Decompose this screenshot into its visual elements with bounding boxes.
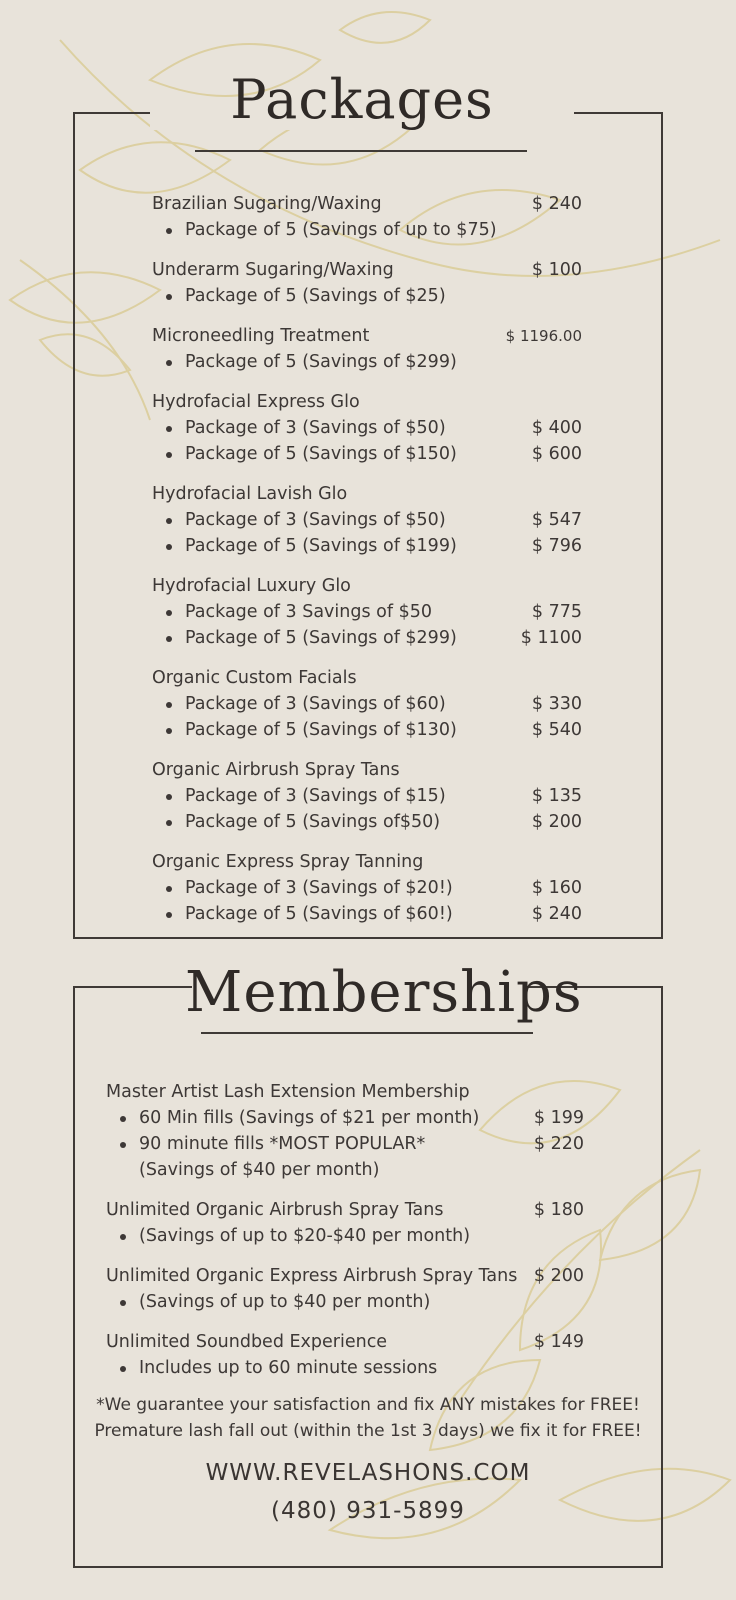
service-price: $ 240: [531, 194, 582, 214]
bullet-icon: [166, 544, 172, 550]
package-item-text: Package of 5 (Savings of up to $75): [185, 220, 497, 240]
service-name: [152, 665, 582, 691]
price-group: [152, 757, 582, 835]
bullet-icon: [166, 636, 172, 642]
package-item: [106, 1223, 584, 1249]
bullet-icon: [166, 228, 172, 234]
service-label: Brazilian Sugaring/Waxing: [152, 194, 382, 214]
service-label: Hydrofacial Lavish Glo: [152, 484, 348, 504]
package-item: [152, 625, 582, 651]
bullet-icon: [166, 702, 172, 708]
bullet-icon: [166, 820, 172, 826]
guarantee-note: *We guarantee your satisfaction and fix ANY mistakes for FREE!: [96, 1395, 640, 1415]
packages-title: Packages: [230, 68, 494, 131]
service-name: [152, 757, 582, 783]
service-name: [106, 1263, 584, 1289]
service-price: $ 149: [533, 1332, 584, 1352]
package-item-text: Package of 5 (Savings of $60!): [185, 904, 453, 924]
price-group: [106, 1079, 584, 1183]
service-label: Underarm Sugaring/Waxing: [152, 260, 394, 280]
price-group: [106, 1329, 584, 1381]
package-item-price: $ 400: [531, 418, 582, 438]
service-label: Microneedling Treatment: [152, 326, 370, 346]
bullet-icon: [166, 728, 172, 734]
website-link[interactable]: WWW.REVELASHONS.COM: [205, 1460, 531, 1486]
package-item-price: $ 330: [531, 694, 582, 714]
service-name: [152, 257, 582, 283]
service-price: $ 100: [531, 260, 582, 280]
lash-fallout-note: Premature lash fall out (within the 1st 3 days) we fix it for FREE!: [94, 1421, 642, 1441]
bullet-icon: [166, 426, 172, 432]
package-item: [152, 691, 582, 717]
package-item-price: $ 540: [531, 720, 582, 740]
service-name: [152, 573, 582, 599]
service-label: Master Artist Lash Extension Membership: [106, 1082, 470, 1102]
service-name: [152, 191, 582, 217]
packages-title-underline: [195, 150, 527, 152]
price-group: [152, 389, 582, 467]
service-price: $ 1196.00: [505, 327, 582, 345]
package-item: [152, 441, 582, 467]
package-item-text: Package of 5 (Savings of $25): [185, 286, 446, 306]
package-item: [106, 1157, 584, 1183]
bullet-icon: [166, 518, 172, 524]
package-item-text: Package of 5 (Savings of $199): [185, 536, 457, 556]
package-item-price: $ 135: [531, 786, 582, 806]
package-item-price: $ 600: [531, 444, 582, 464]
package-item-text: (Savings of $40 per month): [139, 1160, 380, 1180]
bullet-icon: [120, 1234, 126, 1240]
bullet-icon: [120, 1142, 126, 1148]
price-group: [152, 665, 582, 743]
service-label: Unlimited Organic Airbrush Spray Tans: [106, 1200, 444, 1220]
service-name: [152, 323, 582, 349]
service-name: [106, 1197, 584, 1223]
service-label: Unlimited Soundbed Experience: [106, 1332, 388, 1352]
service-label: Organic Custom Facials: [152, 668, 357, 688]
package-item-text: Package of 5 (Savings of $299): [185, 352, 457, 372]
service-name: [152, 849, 582, 875]
bullet-icon: [166, 794, 172, 800]
package-item: [152, 415, 582, 441]
price-group: [152, 573, 582, 651]
package-item-text: Package of 3 (Savings of $20!): [185, 878, 453, 898]
package-item-text: Package of 3 (Savings of $50): [185, 510, 446, 530]
service-price: $ 180: [533, 1200, 584, 1220]
memberships-title: Memberships: [185, 960, 583, 1025]
package-item: [152, 533, 582, 559]
package-item-text: Package of 3 (Savings of $60): [185, 694, 446, 714]
service-label: Organic Airbrush Spray Tans: [152, 760, 400, 780]
package-item: [152, 809, 582, 835]
price-group: [152, 323, 582, 375]
service-name: [152, 481, 582, 507]
package-item-text: Package of 5 (Savings of $299): [185, 628, 457, 648]
bullet-icon: [166, 294, 172, 300]
package-item-text: Package of 5 (Savings of$50): [185, 812, 441, 832]
phone-number[interactable]: (480) 931-5899: [271, 1498, 465, 1524]
package-item: [152, 217, 582, 243]
service-label: Hydrofacial Luxury Glo: [152, 576, 351, 596]
price-group: [152, 481, 582, 559]
price-group: [152, 191, 582, 243]
package-item-text: (Savings of up to $20-$40 per month): [139, 1226, 471, 1246]
package-item-text: 90 minute fills *MOST POPULAR*: [139, 1134, 426, 1154]
package-item: [152, 901, 582, 927]
package-item-text: Package of 3 Savings of $50: [185, 602, 432, 622]
package-item-text: Package of 3 (Savings of $15): [185, 786, 446, 806]
package-item-text: Package of 5 (Savings of $150): [185, 444, 457, 464]
package-item-text: Package of 3 (Savings of $50): [185, 418, 446, 438]
bullet-icon: [166, 452, 172, 458]
memberships-list: [106, 1079, 584, 1395]
package-item: [152, 717, 582, 743]
package-item-price: $ 199: [533, 1108, 584, 1128]
packages-list: [152, 191, 582, 941]
service-label: Hydrofacial Express Glo: [152, 392, 360, 412]
package-item-price: $ 1100: [520, 628, 582, 648]
service-name: [152, 389, 582, 415]
bullet-icon: [120, 1116, 126, 1122]
price-group: [152, 257, 582, 309]
package-item: [106, 1355, 584, 1381]
service-name: [106, 1329, 584, 1355]
service-name: [106, 1079, 584, 1105]
package-item: [152, 507, 582, 533]
package-item-price: $ 160: [531, 878, 582, 898]
package-item-text: Includes up to 60 minute sessions: [139, 1358, 438, 1378]
package-item: [152, 783, 582, 809]
package-item-text: 60 Min fills (Savings of $21 per month): [139, 1108, 480, 1128]
service-label: Unlimited Organic Express Airbrush Spray Tans: [106, 1266, 518, 1286]
package-item-text: Package of 5 (Savings of $130): [185, 720, 457, 740]
package-item: [152, 875, 582, 901]
package-item-price: $ 547: [531, 510, 582, 530]
package-item: [152, 599, 582, 625]
bullet-icon: [120, 1300, 126, 1306]
price-group: [152, 849, 582, 927]
package-item: [152, 349, 582, 375]
package-item: [152, 283, 582, 309]
memberships-title-underline: [201, 1032, 533, 1034]
package-item-price: $ 200: [531, 812, 582, 832]
bullet-icon: [166, 912, 172, 918]
bullet-icon: [166, 886, 172, 892]
package-item-price: $ 775: [531, 602, 582, 622]
price-group: [106, 1197, 584, 1249]
bullet-icon: [120, 1366, 126, 1372]
package-item: [106, 1105, 584, 1131]
bullet-icon: [166, 360, 172, 366]
package-item-price: $ 796: [531, 536, 582, 556]
service-label: Organic Express Spray Tanning: [152, 852, 424, 872]
price-group: [106, 1263, 584, 1315]
package-item: [106, 1289, 584, 1315]
service-price: $ 200: [533, 1266, 584, 1286]
package-item: [106, 1131, 584, 1157]
bullet-icon: [166, 610, 172, 616]
package-item-price: $ 240: [531, 904, 582, 924]
package-item-text: (Savings of up to $40 per month): [139, 1292, 431, 1312]
package-item-price: $ 220: [533, 1134, 584, 1154]
